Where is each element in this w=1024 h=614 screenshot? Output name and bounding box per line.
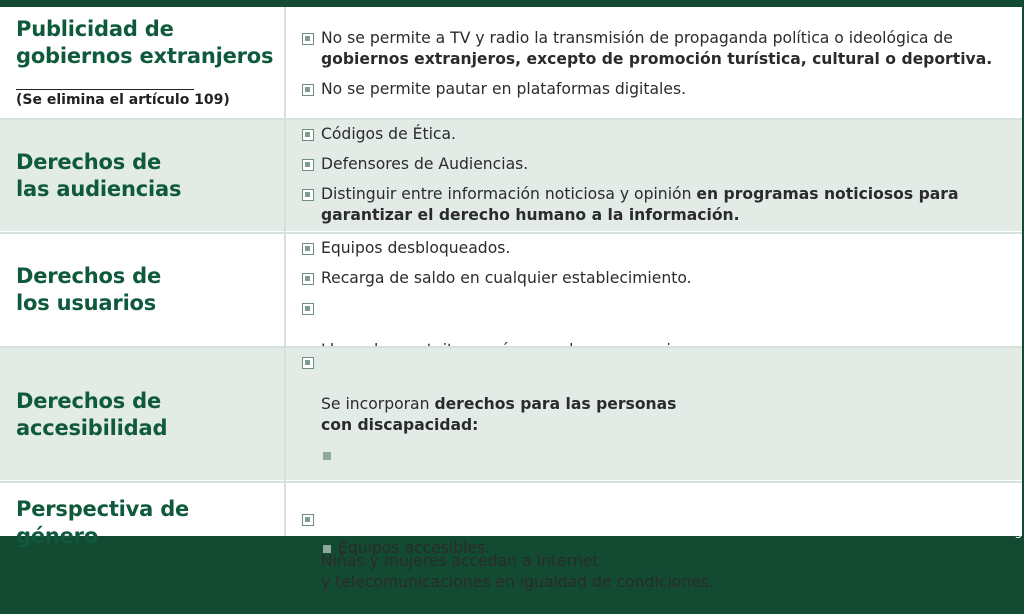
square-bullet-icon [302,273,314,285]
row-title-text: Derechos de las audiencias [16,150,182,201]
divider [0,118,1022,120]
item-text: Niñas y mujeres accedan a Internet y telecomunicaciones en igualdad de condiciones. [321,552,714,591]
square-bullet-icon [302,33,314,45]
item-text: No se permite a TV y radio la transmisión de propaganda política o ideológica de [321,29,953,47]
row-title [16,496,276,550]
item-text: Se incorporan [321,395,435,413]
table-row [0,119,1022,233]
row-title-text: Derechos de accesibilidad [16,389,168,440]
item-bold-text: en programas noticiosos para garantizar el derecho humano a la información. [321,185,959,224]
item-bold-text: gobiernos extranjeros, excepto de promoción turística, cultural o deportiva. [321,50,993,68]
row-title [16,388,276,442]
square-bullet-icon [302,303,314,315]
divider [0,346,1022,348]
item-text: Defensores de Audiencias. [321,155,529,173]
column-divider [284,7,286,536]
list-item [302,79,1007,100]
subitem-text: Equipos accesibles. [338,539,491,557]
row-content [302,28,1007,100]
table-row [0,233,1022,347]
small-square-bullet-icon [323,452,331,460]
row-note: (Se elimina el artículo 109) [16,92,230,108]
divider [0,232,1022,234]
list-item [302,268,1007,289]
item-text: No se permite pautar en plataformas digitales. [321,80,687,98]
table-row [0,7,1022,119]
row-title-text: Derechos de los usuarios [16,264,161,315]
list-item [302,352,1007,436]
item-text: Distinguir entre información noticiosa y opinión [321,185,697,203]
square-bullet-icon [302,357,314,369]
item-bold-text: derechos para las personas con discapacidad: [321,395,677,434]
list-item [302,184,1007,226]
square-bullet-icon [302,243,314,255]
square-bullet-icon [302,84,314,96]
square-bullet-icon [302,189,314,201]
row-content [302,124,1007,226]
list-item [302,124,1007,145]
square-bullet-icon [302,514,314,526]
item-text: Recarga de saldo en cualquier establecimiento. [321,269,692,287]
list-item [302,238,1007,259]
row-title-text: Publicidad de gobiernos extranjeros [16,17,274,68]
square-bullet-icon [302,129,314,141]
square-bullet-icon [302,159,314,171]
row-content [302,488,1007,614]
page-number: 3 [1015,528,1022,541]
row-title [16,16,276,70]
item-text: Equipos desbloqueados. [321,239,511,257]
list-item [302,28,1007,70]
divider [16,89,194,90]
item-text: Códigos de Ética. [321,125,457,143]
row-title [16,263,276,317]
list-item [302,509,1007,593]
row-title-text: Perspectiva de género [16,497,190,548]
divider [0,481,1022,483]
content-table [0,7,1022,591]
list-item [302,154,1007,175]
row-title [16,149,276,203]
